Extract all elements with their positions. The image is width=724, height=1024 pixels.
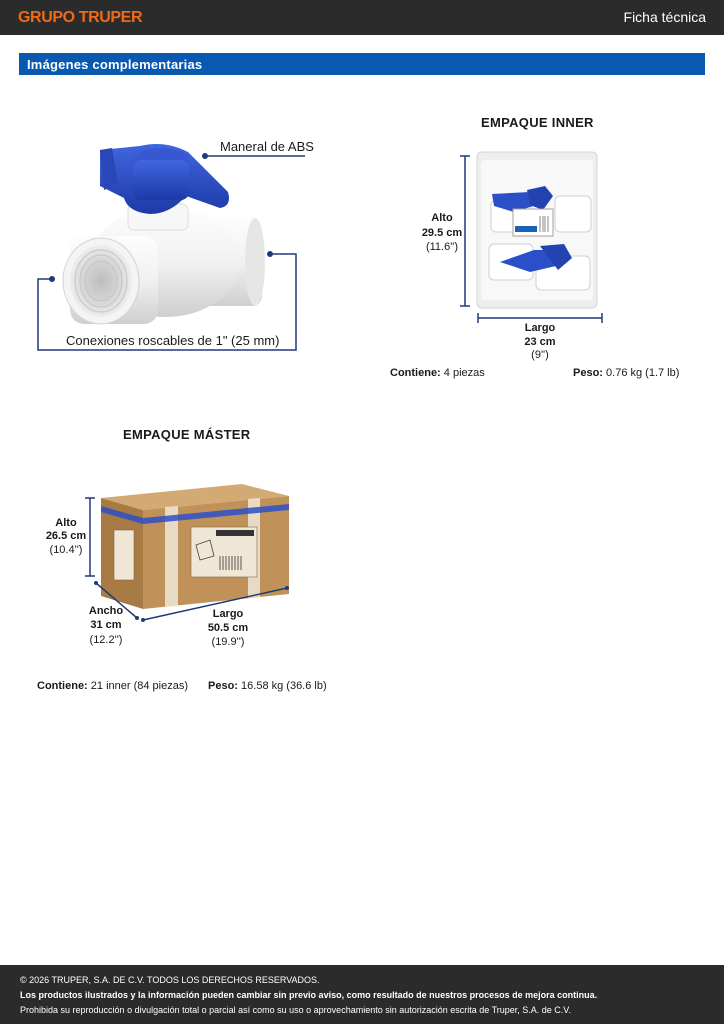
master-package-heading: EMPAQUE MÁSTER bbox=[123, 427, 251, 442]
master-contents bbox=[37, 680, 188, 692]
section-title: Imágenes complementarias bbox=[27, 57, 203, 72]
master-weight-value: 16.58 kg (36.6 lb) bbox=[241, 680, 327, 692]
master-weight-label: Peso: bbox=[208, 680, 238, 692]
master-height-in: (10.4'') bbox=[49, 544, 83, 556]
master-height-cm: 26.5 cm bbox=[45, 530, 87, 542]
inner-contains-label: Contiene: bbox=[390, 367, 441, 379]
inner-contains-value: 4 piezas bbox=[443, 367, 485, 379]
inner-height-in: (11.6'') bbox=[425, 241, 459, 253]
master-width-cm: 31 cm bbox=[90, 619, 122, 631]
footer bbox=[0, 965, 724, 1024]
master-length-cm: 50.5 cm bbox=[207, 622, 249, 634]
footer-legal: Prohibida su reproducción o divulgación total o parcial así como su uso o aprovechamiento sin autorización escrita de Truper, S.A. de C.V. bbox=[20, 1005, 571, 1015]
connections-callout-label: Conexiones roscables de 1" (25 mm) bbox=[66, 333, 280, 348]
inner-height-cm: 29.5 cm bbox=[421, 227, 463, 239]
footer-copyright: © 2026 TRUPER, S.A. DE C.V. TODOS LOS DERECHOS RESERVADOS. bbox=[20, 975, 320, 985]
brand-logo: GRUPO TRUPER bbox=[18, 9, 143, 26]
inner-weight-value: 0.76 kg (1.7 lb) bbox=[606, 367, 680, 379]
master-contains-value: 21 inner (84 piezas) bbox=[90, 680, 189, 692]
inner-length-in: (9'') bbox=[531, 349, 549, 361]
document-type: Ficha técnica bbox=[623, 9, 706, 25]
footer-notice: Los productos ilustrados y la información pueden cambiar sin previo aviso, como resultado de nuestros procesos de mejora continua. bbox=[20, 990, 598, 1000]
handle-callout-label: Maneral de ABS bbox=[220, 139, 314, 154]
master-width-in: (12.2'') bbox=[89, 634, 123, 646]
inner-length-label: Largo bbox=[524, 322, 556, 334]
inner-package-heading: EMPAQUE INNER bbox=[481, 115, 594, 130]
master-weight bbox=[208, 680, 327, 692]
master-height-label: Alto bbox=[55, 517, 77, 529]
inner-height-label: Alto bbox=[431, 212, 453, 224]
master-length-in: (19.9'') bbox=[211, 636, 245, 648]
master-length-label: Largo bbox=[212, 608, 244, 620]
master-width-label: Ancho bbox=[88, 605, 124, 617]
inner-weight-label: Peso: bbox=[573, 367, 603, 379]
master-contains-label: Contiene: bbox=[37, 680, 88, 692]
inner-length-cm: 23 cm bbox=[524, 336, 556, 348]
